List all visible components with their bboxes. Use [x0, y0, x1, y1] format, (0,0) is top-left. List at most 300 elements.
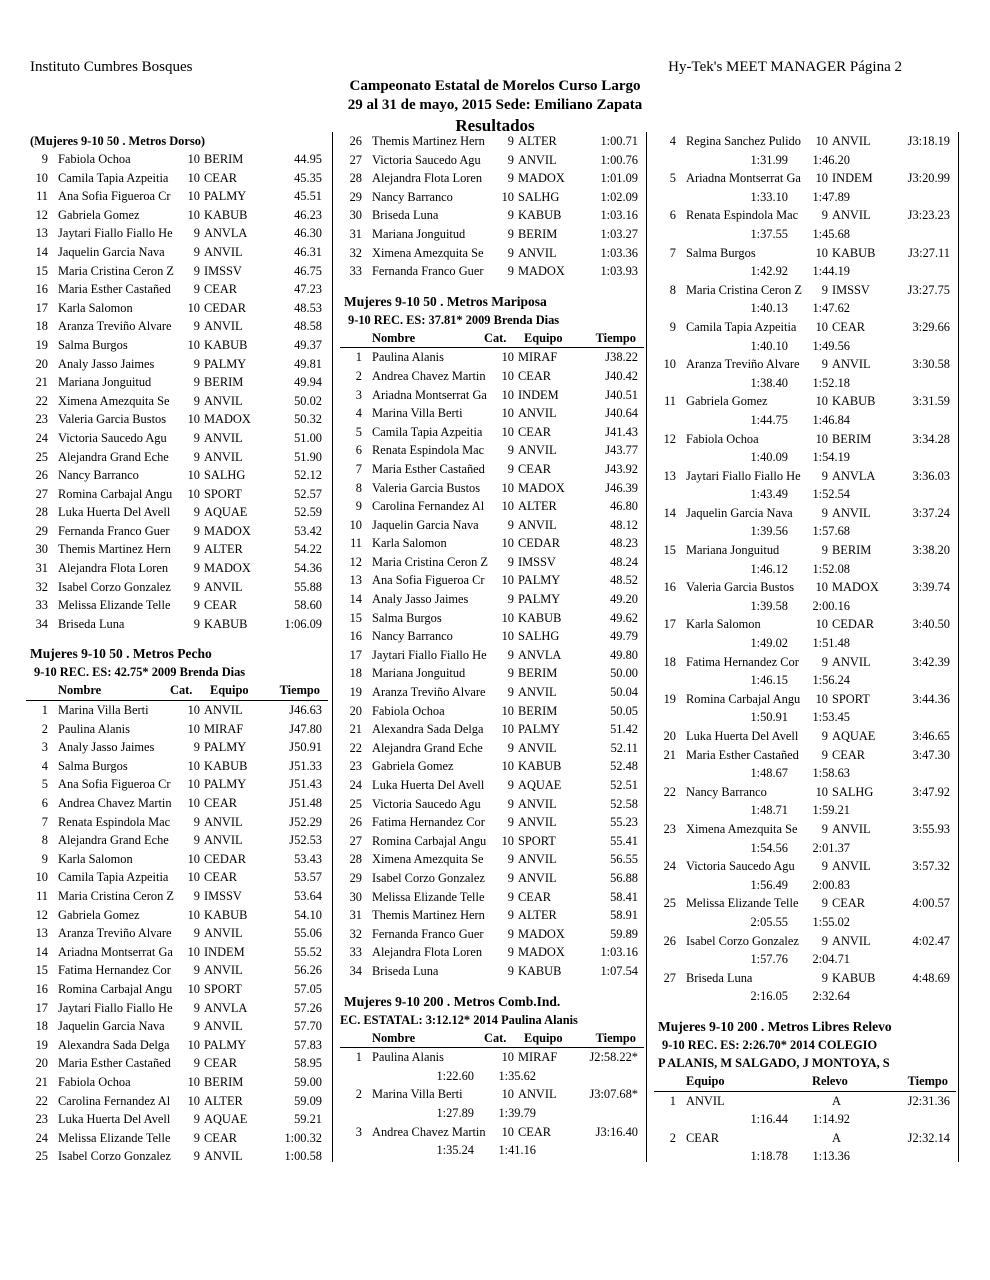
- swimmer-name: Fatima Hernandez Cor: [686, 654, 799, 669]
- age-category: 10: [187, 152, 200, 166]
- place: 30: [349, 889, 362, 904]
- place: 17: [35, 300, 48, 315]
- swimmer-name: Themis Martinez Hern: [372, 134, 485, 148]
- table-row: [654, 504, 956, 523]
- final-time: J43.77: [605, 443, 638, 458]
- place: 24: [663, 859, 676, 874]
- team: ANVIL: [204, 430, 243, 445]
- swimmer-name: Mariana Jonguitud: [58, 375, 152, 390]
- swimmer-name: Camila Tapia Azpeitia: [58, 870, 169, 885]
- final-time: 1:03.93: [600, 264, 638, 279]
- age-category: 9: [193, 1130, 200, 1145]
- age-category: 9: [507, 264, 514, 279]
- swimmer-name: Melissa Elizande Telle: [58, 598, 171, 613]
- place: 7: [355, 461, 362, 476]
- final-time: 49.80: [610, 647, 638, 662]
- table-row: [26, 906, 328, 925]
- place: 20: [35, 1056, 48, 1071]
- table-row: [340, 776, 644, 795]
- table-row: [654, 690, 956, 709]
- final-time: 58.95: [294, 1056, 322, 1071]
- age-category: 9: [821, 747, 828, 762]
- swimmer-name: Jaquelin Garcia Nava: [686, 505, 793, 520]
- final-time: 57.05: [294, 981, 322, 996]
- split-time: 1:46.84: [812, 412, 850, 427]
- split-time: 2:01.37: [812, 840, 850, 855]
- swimmer-name: Maria Esther Castañed: [58, 1056, 171, 1071]
- team: CEAR: [518, 889, 552, 904]
- place: 16: [35, 981, 48, 996]
- team: ANVIL: [204, 814, 243, 829]
- place: 7: [41, 814, 48, 829]
- table-row: [26, 1036, 328, 1055]
- relay-letter: A: [832, 1130, 841, 1145]
- split-time: 1:33.10: [750, 189, 788, 204]
- team: SPORT: [204, 981, 242, 996]
- place: 13: [663, 468, 676, 483]
- age-category: 10: [501, 189, 514, 204]
- age-category: 9: [507, 647, 514, 662]
- place: 13: [35, 926, 48, 941]
- final-time: 3:46.65: [912, 729, 950, 743]
- split-time: 1:51.48: [812, 636, 850, 651]
- event-record: 9-10 REC. ES: 37.81* 2009 Brenda Dias: [348, 312, 560, 327]
- final-time: 52.51: [610, 778, 638, 792]
- split-row: [654, 950, 956, 969]
- table-row: [340, 702, 644, 721]
- team: ANVIL: [832, 821, 871, 836]
- team: ALTER: [204, 542, 243, 557]
- split-row: [654, 151, 956, 170]
- team: BERIM: [832, 543, 872, 558]
- final-time: J52.29: [289, 814, 322, 829]
- place: 1: [41, 703, 48, 718]
- swimmer-name: Victoria Saucedo Agu: [686, 859, 795, 874]
- table-row: [340, 460, 644, 479]
- age-category: 10: [187, 703, 200, 718]
- final-time: J3:27.75: [907, 282, 950, 297]
- team: INDEM: [518, 387, 559, 402]
- place: 14: [349, 592, 362, 607]
- team: SALHG: [518, 189, 560, 204]
- swimmer-name: Valeria Garcia Bustos: [58, 412, 167, 427]
- table-row: [654, 1129, 956, 1148]
- age-category: 10: [815, 171, 828, 186]
- team: ANVIL: [204, 579, 243, 594]
- age-category: 10: [187, 907, 200, 922]
- age-category: 10: [501, 573, 514, 588]
- comb-results-continued: [654, 132, 956, 1006]
- place: 3: [355, 1124, 362, 1139]
- split-time: 1:54.56: [750, 840, 788, 855]
- swimmer-name: Alejandra Grand Eche: [58, 833, 169, 848]
- final-time: 1:00.58: [284, 1149, 322, 1164]
- team: ANVIL: [204, 1149, 243, 1164]
- place: 17: [663, 617, 676, 632]
- age-category: 9: [821, 821, 828, 836]
- swimmer-name: Maria Cristina Ceron Z: [372, 554, 488, 569]
- swimmer-name: Gabriela Gomez: [58, 907, 140, 922]
- team: CEAR: [204, 1056, 238, 1071]
- age-category: 10: [815, 580, 828, 595]
- age-category: 10: [501, 536, 514, 551]
- team: SALHG: [204, 468, 246, 483]
- split-time: 1:49.02: [750, 636, 788, 651]
- split-time: 2:00.16: [812, 598, 850, 613]
- swimmer-name: Jaquelin Garcia Nava: [58, 244, 165, 259]
- place: 21: [349, 722, 362, 737]
- swimmer-name: Isabel Corzo Gonzalez: [58, 579, 171, 594]
- age-category: 9: [507, 461, 514, 476]
- team: IMSSV: [204, 263, 242, 278]
- place: 2: [41, 721, 48, 736]
- age-category: 10: [501, 759, 514, 774]
- table-row: [26, 1073, 328, 1092]
- institution-name: Instituto Cumbres Bosques: [30, 59, 193, 75]
- final-time: 1:02.09: [600, 189, 638, 204]
- final-time: 53.43: [294, 851, 322, 866]
- swimmer-name: Melissa Elizande Telle: [686, 896, 799, 911]
- final-time: 55.52: [294, 944, 322, 959]
- comb-results: [340, 1048, 644, 1160]
- split-time: 1:43.49: [750, 487, 788, 502]
- results-column-3: [654, 132, 956, 1166]
- split-row: [654, 708, 956, 727]
- final-time: 3:36.03: [912, 468, 950, 483]
- split-time: 1:48.71: [750, 803, 788, 818]
- place: 17: [35, 1000, 48, 1015]
- age-category: 9: [193, 1149, 200, 1164]
- table-row: [26, 410, 328, 429]
- place: 22: [349, 740, 362, 755]
- final-time: 50.05: [610, 703, 638, 718]
- swimmer-name: Mariana Jonguitud: [372, 226, 466, 241]
- split-time: 1:39.79: [498, 1105, 536, 1120]
- swimmer-name: Fernanda Franco Guer: [372, 926, 484, 941]
- final-time: 51.00: [294, 430, 322, 445]
- team: PALMY: [204, 777, 247, 792]
- team: ANVIL: [518, 796, 557, 811]
- table-row: [26, 578, 328, 597]
- final-time: 50.02: [294, 393, 322, 408]
- final-time: 3:39.74: [912, 580, 950, 595]
- final-time: 1:00.71: [600, 134, 638, 148]
- age-category: 9: [193, 1112, 200, 1127]
- team: KABUB: [204, 758, 248, 773]
- age-category: 9: [507, 778, 514, 792]
- event-continued-title: (Mujeres 9-10 50 . Metros Dorso): [30, 134, 206, 148]
- age-category: 9: [507, 815, 514, 830]
- age-category: 10: [815, 394, 828, 409]
- place: 25: [349, 796, 362, 811]
- meet-title: Campeonato Estatal de Morelos Curso Largo: [349, 78, 641, 94]
- table-row: [340, 1085, 644, 1104]
- place: 11: [36, 189, 48, 204]
- relay-letter: A: [832, 1093, 841, 1108]
- table-row: [26, 262, 328, 281]
- mariposa-results: [340, 348, 644, 980]
- table-row: [654, 1092, 956, 1111]
- final-time: 3:55.93: [912, 821, 950, 836]
- split-time: 1:52.54: [812, 487, 850, 502]
- table-row: [26, 961, 328, 980]
- team: ANVLA: [204, 1000, 248, 1015]
- final-time: 50.04: [610, 685, 638, 700]
- table-row: [340, 1123, 644, 1142]
- split-time: 1:47.89: [812, 189, 850, 204]
- table-row: [654, 318, 956, 337]
- final-time: 3:30.58: [912, 357, 950, 372]
- place: 5: [41, 777, 48, 792]
- final-time: 59.89: [610, 926, 638, 941]
- age-category: 9: [507, 554, 514, 569]
- team: ALTER: [518, 908, 557, 923]
- table-row: [26, 559, 328, 578]
- swimmer-name: Fatima Hernandez Cor: [58, 963, 171, 978]
- table-row: [340, 206, 644, 225]
- table-row: [340, 479, 644, 498]
- header-tiempo: Tiempo: [595, 330, 636, 345]
- team: BERIM: [832, 431, 872, 446]
- split-time: 1:45.68: [812, 226, 850, 241]
- split-time: 1:35.62: [498, 1068, 536, 1083]
- split-time: 1:46.20: [812, 152, 850, 167]
- swimmer-name: Renata Espindola Mac: [58, 814, 171, 829]
- place: 32: [349, 245, 362, 260]
- final-time: 53.64: [294, 888, 322, 903]
- age-category: 9: [821, 859, 828, 874]
- age-category: 9: [193, 393, 200, 408]
- age-category: 9: [821, 970, 828, 985]
- team: MADOX: [518, 926, 565, 941]
- place: 30: [349, 208, 362, 223]
- place: 26: [349, 815, 362, 830]
- team: ANVIL: [832, 505, 871, 520]
- age-category: 9: [193, 523, 200, 538]
- place: 26: [349, 134, 362, 148]
- swimmer-name: Nancy Barranco: [372, 629, 453, 644]
- team: ANVIL: [204, 703, 243, 718]
- swimmer-name: Aranza Treviño Alvare: [58, 319, 172, 334]
- age-category: 10: [187, 796, 200, 810]
- table-row: [26, 317, 328, 336]
- place: 21: [35, 375, 48, 390]
- header-relevo: Relevo: [812, 1073, 848, 1088]
- team: MADOX: [832, 580, 879, 595]
- table-row: [26, 1017, 328, 1036]
- table-header: [340, 1029, 644, 1049]
- team: INDEM: [832, 171, 873, 186]
- swimmer-name: Jaytari Fiallo Fiallo He: [58, 1000, 173, 1015]
- table-row: [340, 943, 644, 962]
- age-category: 9: [821, 729, 828, 743]
- team: CEAR: [832, 747, 866, 762]
- place: 6: [41, 796, 48, 810]
- final-time: 44.95: [294, 152, 322, 166]
- place: 10: [663, 357, 676, 372]
- final-time: 55.06: [294, 926, 322, 941]
- place: 19: [663, 691, 676, 706]
- table-row: [340, 516, 644, 535]
- table-row: [26, 720, 328, 739]
- split-row: [654, 876, 956, 895]
- age-category: 9: [193, 226, 200, 241]
- table-row: [26, 1147, 328, 1166]
- swimmer-name: Ana Sofia Figueroa Cr: [58, 189, 171, 204]
- age-category: 10: [187, 777, 200, 792]
- table-row: [654, 746, 956, 765]
- age-category: 10: [501, 480, 514, 495]
- event-record-swimmers: P ALANIS, M SALGADO, J MONTOYA, S: [658, 1055, 890, 1070]
- table-row: [340, 386, 644, 405]
- table-row: [26, 243, 328, 262]
- team: ANVIL: [686, 1093, 725, 1108]
- team: CEDAR: [832, 617, 874, 632]
- team: IMSSV: [518, 554, 556, 569]
- split-row: [654, 448, 956, 467]
- swimmer-name: Gabriela Gomez: [58, 207, 140, 222]
- final-time: 49.62: [610, 610, 638, 625]
- final-time: J38.22: [605, 350, 638, 365]
- age-category: 9: [193, 561, 200, 576]
- place: 28: [349, 852, 362, 867]
- table-row: [340, 609, 644, 628]
- age-category: 9: [193, 740, 200, 755]
- table-row: [26, 757, 328, 776]
- final-time: 4:02.47: [912, 933, 950, 948]
- team: ANVIL: [518, 852, 557, 867]
- place: 26: [663, 933, 676, 948]
- place: 4: [41, 758, 48, 773]
- final-time: 59.00: [294, 1074, 322, 1089]
- swimmer-name: Briseda Luna: [686, 970, 753, 985]
- swimmer-name: Romina Carbajal Angu: [58, 486, 173, 501]
- age-category: 10: [501, 387, 514, 402]
- age-category: 9: [507, 226, 514, 241]
- table-row: [340, 757, 644, 776]
- age-category: 10: [187, 944, 200, 959]
- place: 25: [663, 896, 676, 911]
- team: CEAR: [204, 170, 238, 185]
- final-time: 49.37: [294, 337, 322, 352]
- team: CEAR: [204, 870, 238, 885]
- header-nombre: Nombre: [372, 1030, 416, 1045]
- split-time: 2:32.64: [812, 989, 850, 1004]
- team: ANVIL: [518, 1087, 557, 1102]
- swimmer-name: Luka Huerta Del Avell: [58, 1112, 171, 1127]
- team: IMSSV: [832, 282, 870, 297]
- final-time: 56.55: [610, 852, 638, 867]
- team: ANVIL: [518, 740, 557, 755]
- team: BERIM: [204, 152, 244, 166]
- swimmer-name: Victoria Saucedo Agu: [58, 430, 167, 445]
- table-row: [26, 448, 328, 467]
- age-category: 10: [815, 784, 828, 799]
- place: 18: [663, 654, 676, 669]
- table-row: [26, 169, 328, 188]
- team: BERIM: [204, 375, 244, 390]
- header-nombre: Nombre: [58, 683, 102, 698]
- split-time: 2:04.71: [812, 952, 850, 967]
- split-time: 2:00.83: [812, 877, 850, 892]
- swimmer-name: Aranza Treviño Alvare: [686, 357, 800, 372]
- team: ANVIL: [204, 963, 243, 978]
- age-category: 9: [193, 449, 200, 464]
- place: 27: [663, 970, 676, 985]
- final-time: 49.81: [294, 356, 322, 371]
- place: 1: [355, 350, 362, 365]
- swimmer-name: Ximena Amezquita Se: [58, 393, 170, 408]
- table-row: [26, 503, 328, 522]
- header-equipo: Equipo: [210, 683, 249, 698]
- place: 29: [349, 870, 362, 885]
- age-category: 9: [507, 889, 514, 904]
- age-category: 9: [193, 263, 200, 278]
- final-time: 1:00.76: [600, 152, 638, 167]
- final-time: 1:03.16: [600, 945, 638, 960]
- place: 34: [349, 963, 362, 978]
- swimmer-name: Fernanda Franco Guer: [58, 523, 170, 538]
- final-time: 3:57.32: [912, 859, 950, 874]
- final-time: 52.48: [610, 759, 638, 774]
- swimmer-name: Ariadna Montserrat Ga: [58, 944, 173, 959]
- age-category: 10: [501, 499, 514, 514]
- split-time: 1:46.15: [750, 673, 788, 688]
- swimmer-name: Ariadna Montserrat Ga: [686, 171, 801, 186]
- swimmer-name: Marina Villa Berti: [58, 703, 149, 718]
- swimmer-name: Camila Tapia Azpeitia: [58, 170, 169, 185]
- results-heading: Resultados: [455, 116, 535, 135]
- final-time: J46.63: [289, 703, 322, 718]
- swimmer-name: Paulina Alanis: [372, 350, 444, 365]
- age-category: 9: [193, 888, 200, 903]
- age-category: 9: [507, 926, 514, 941]
- place: 33: [349, 264, 362, 279]
- place: 4: [669, 134, 676, 148]
- team: ANVIL: [204, 449, 243, 464]
- final-time: 1:03.27: [600, 226, 638, 241]
- swimmer-name: Camila Tapia Azpeitia: [372, 424, 483, 439]
- swimmer-name: Nancy Barranco: [686, 784, 767, 799]
- swimmer-name: Themis Martinez Hern: [372, 908, 485, 923]
- swimmer-name: Victoria Saucedo Agu: [372, 152, 481, 167]
- team: KABUB: [204, 907, 248, 922]
- age-category: 10: [501, 833, 514, 848]
- age-category: 9: [507, 134, 514, 148]
- age-category: 9: [507, 443, 514, 458]
- table-row: [26, 701, 328, 720]
- split-time: 2:05.55: [750, 914, 788, 929]
- software-page-label: Hy-Tek's MEET MANAGER Página 2: [668, 59, 902, 75]
- table-row: [340, 664, 644, 683]
- team: ALTER: [518, 134, 557, 148]
- place: 15: [35, 263, 48, 278]
- table-row: [340, 795, 644, 814]
- final-time: 55.88: [294, 579, 322, 594]
- age-category: 9: [821, 357, 828, 372]
- age-category: 9: [193, 319, 200, 334]
- place: 32: [349, 926, 362, 941]
- age-category: 10: [815, 431, 828, 446]
- split-time: 1:52.18: [812, 375, 850, 390]
- team: SALHG: [832, 784, 874, 799]
- swimmer-name: Maria Cristina Ceron Z: [58, 263, 174, 278]
- table-row: [26, 522, 328, 541]
- place: 3: [41, 740, 48, 755]
- final-time: 3:47.92: [912, 784, 950, 799]
- place: 24: [35, 430, 48, 445]
- final-time: J50.91: [289, 740, 322, 755]
